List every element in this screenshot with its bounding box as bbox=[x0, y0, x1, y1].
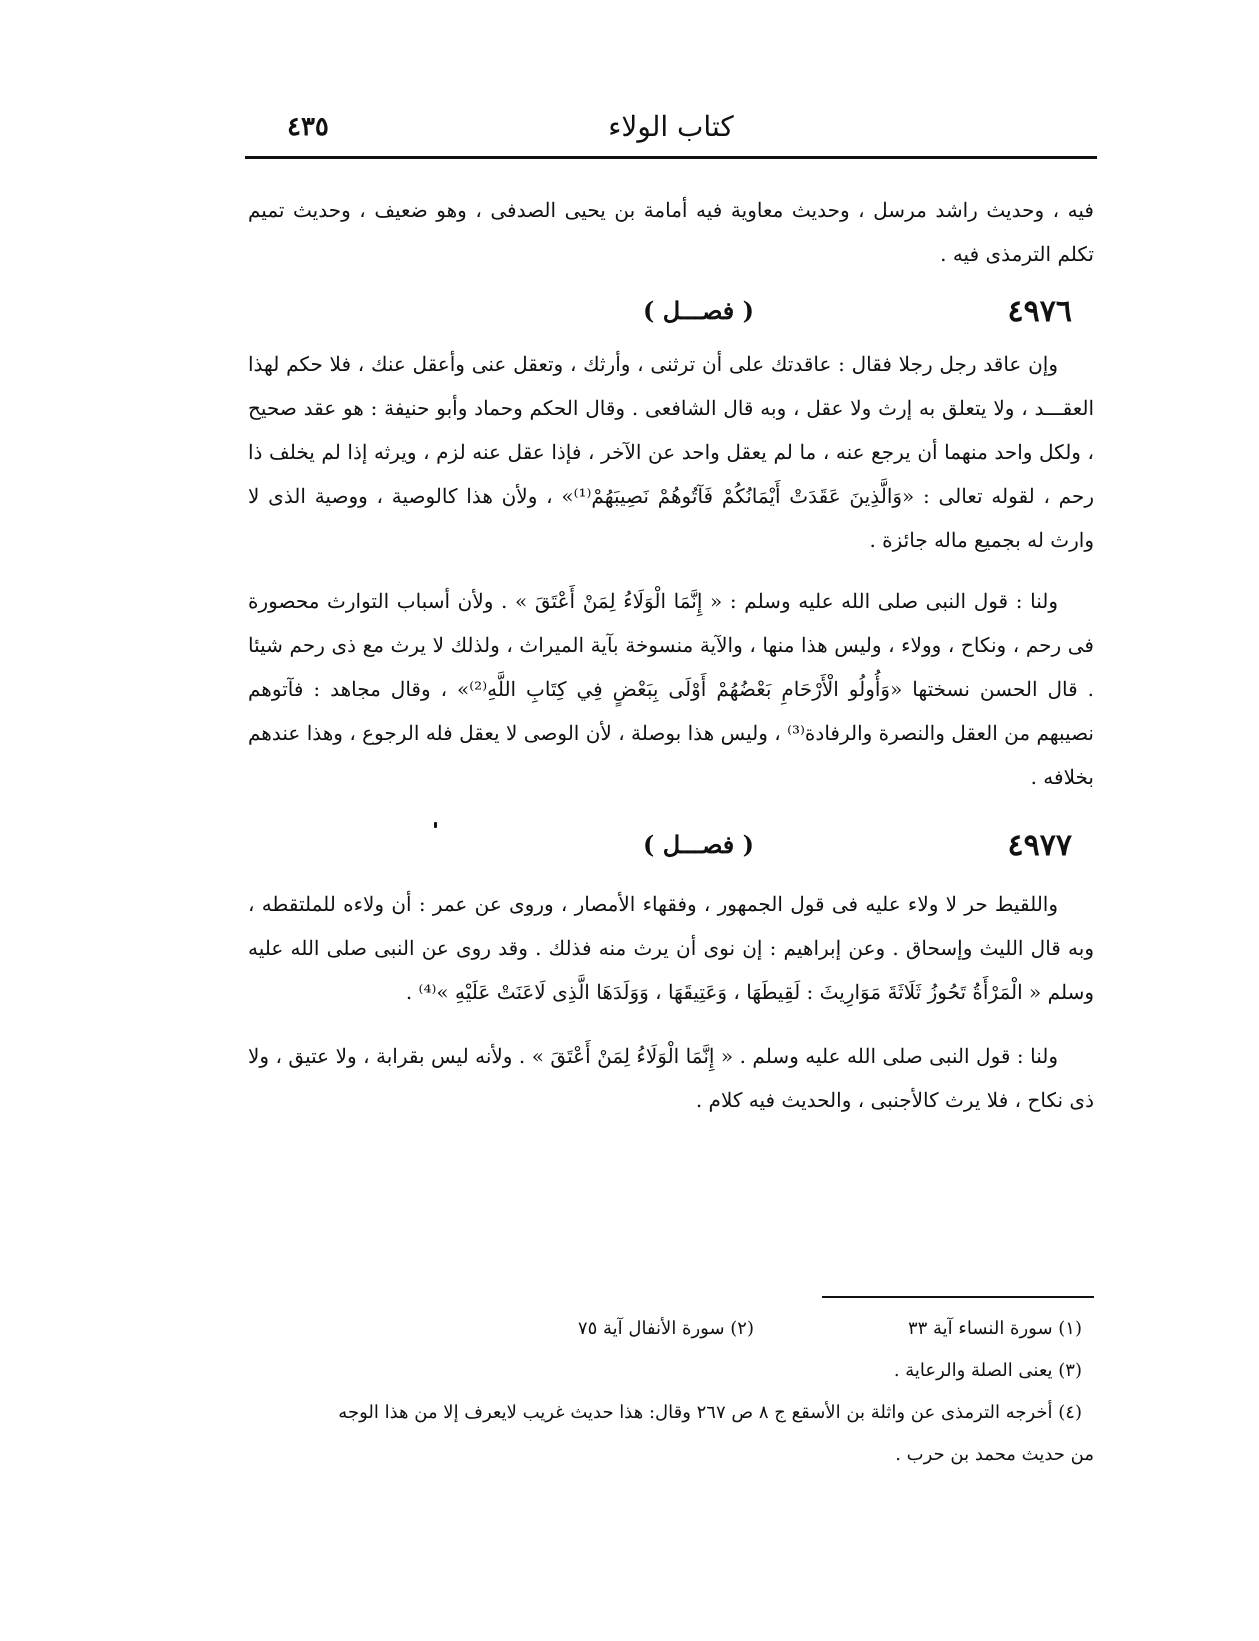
section-title: ( فصـــل ) bbox=[643, 830, 754, 859]
footnote-4: (٤) أخرجه الترمذى عن واثلة بن الأسقع ج ٨ ص ٢٦٧ وقال: هذا حديث غريب لايعرف إلا من هذا الوجه bbox=[338, 1402, 1082, 1423]
footnote-3: (٣) يعنى الصلة والرعاية . bbox=[893, 1360, 1082, 1381]
section-number: ٤٩٧٦ bbox=[1007, 294, 1072, 329]
running-title: كتاب الولاء bbox=[608, 110, 734, 143]
intro-paragraph: فيه ، وحديث راشد مرسل ، وحديث معاوية فيه أمامة بن يحيى الصدفى ، وهو ضعيف ، وحديث تميم تكلم الترمذى فيه . bbox=[248, 198, 1094, 266]
footnote-1: (١) سورة النساء آية ٣٣ bbox=[907, 1318, 1082, 1339]
section2-paragraph-2: ولنا : قول النبى صلى الله عليه وسلم . « إِنَّمَا الْوَلَاءُ لِمَنْ أَعْتَقَ » . ولأنه ليس بقرابة ، ولا عتيق ، ولا ذى نكاح ، فلا يرث كالأجنبى ، والحديث فيه كلام . bbox=[248, 1044, 1094, 1112]
page-header bbox=[245, 108, 1097, 154]
section-heading-4977 bbox=[248, 826, 1094, 876]
footnote-rule bbox=[822, 1296, 1094, 1298]
header-rule bbox=[245, 156, 1097, 159]
page-number: ٤٣٥ bbox=[287, 112, 329, 142]
section-number: ٤٩٧٧ bbox=[1007, 828, 1072, 863]
section-title: ( فصـــل ) bbox=[643, 296, 754, 325]
footnote-2: (٢) سورة الأنفال آية ٧٥ bbox=[577, 1318, 754, 1339]
section2-paragraph-1: واللقيط حر لا ولاء عليه فى قول الجمهور ، وفقهاء الأمصار ، وروى عن عمر : أن ولاءه للملتقطه ، وبه قال الليث وإسحاق . وعن إبراهيم : إن نوى أن يرث منه فذلك . وقد روى عن النبى صلى الله عليه وسلم « الْمَرْأَةُ تَحُوزُ ثَلَاثَةَ مَوَارِيثَ : لَقِيطَهَا ، وَعَتِيقَهَا ، وَوَلَدَهَا الَّذِى لَاعَنَتْ عَلَيْهِ »⁽⁴⁾ . bbox=[248, 892, 1094, 1004]
footnote-4-continuation: من حديث محمد بن حرب . bbox=[895, 1444, 1094, 1465]
footnote-row bbox=[248, 1308, 1094, 1350]
section1-paragraph-2: ولنا : قول النبى صلى الله عليه وسلم : « إِنَّمَا الْوَلَاءُ لِمَنْ أَعْتَقَ » . ولأن أسباب التوارث محصورة فى رحم ، ونكاح ، وولاء ، وليس هذا منها ، والآية منسوخة بآية الميراث ، ولذلك لا يرث مع ذى رحم شيئا . قال الحسن نسختها «وَأُولُو الْأَرْحَامِ بَعْضُهُمْ أَوْلَى بِبَعْضٍ فِي كِتَابِ اللَّهِ⁽²⁾» ، وقال مجاهد : فآتوهم نصيبهم من العقل والنصرة والرفادة⁽³⁾ ، وليس هذا بوصلة ، لأن الوصى لا يعقل فله الرجوع ، وهذا عندهم بخلافه . bbox=[248, 589, 1094, 789]
section1-paragraph-1: وإن عاقد رجل رجلا فقال : عاقدتك على أن ترثنى ، وأرثك ، وتعقل عنى وأعقل عنك ، فلا حكم لهذا العقـــد ، ولا يتعلق به إرث ولا عقل ، وبه قال الشافعى . وقال الحكم وحماد وأبو حنيفة : هو عقد صحيح ، ولكل واحد منهما أن يرجع عنه ، ما لم يعقل واحد عن الآخر ، فإذا عقل عنه لزم ، ويرثه إذا لم يخلف ذا رحم ، لقوله تعالى : «وَالَّذِينَ عَقَدَتْ أَيْمَانُكُمْ فَآتُوهُمْ نَصِيبَهُمْ⁽¹⁾» ، ولأن هذا كالوصية ، ووصية الذى لا وارث له بجميع ماله جائزة . bbox=[248, 352, 1094, 552]
footnotes bbox=[248, 1308, 1094, 1476]
section-heading-4976 bbox=[248, 292, 1094, 342]
